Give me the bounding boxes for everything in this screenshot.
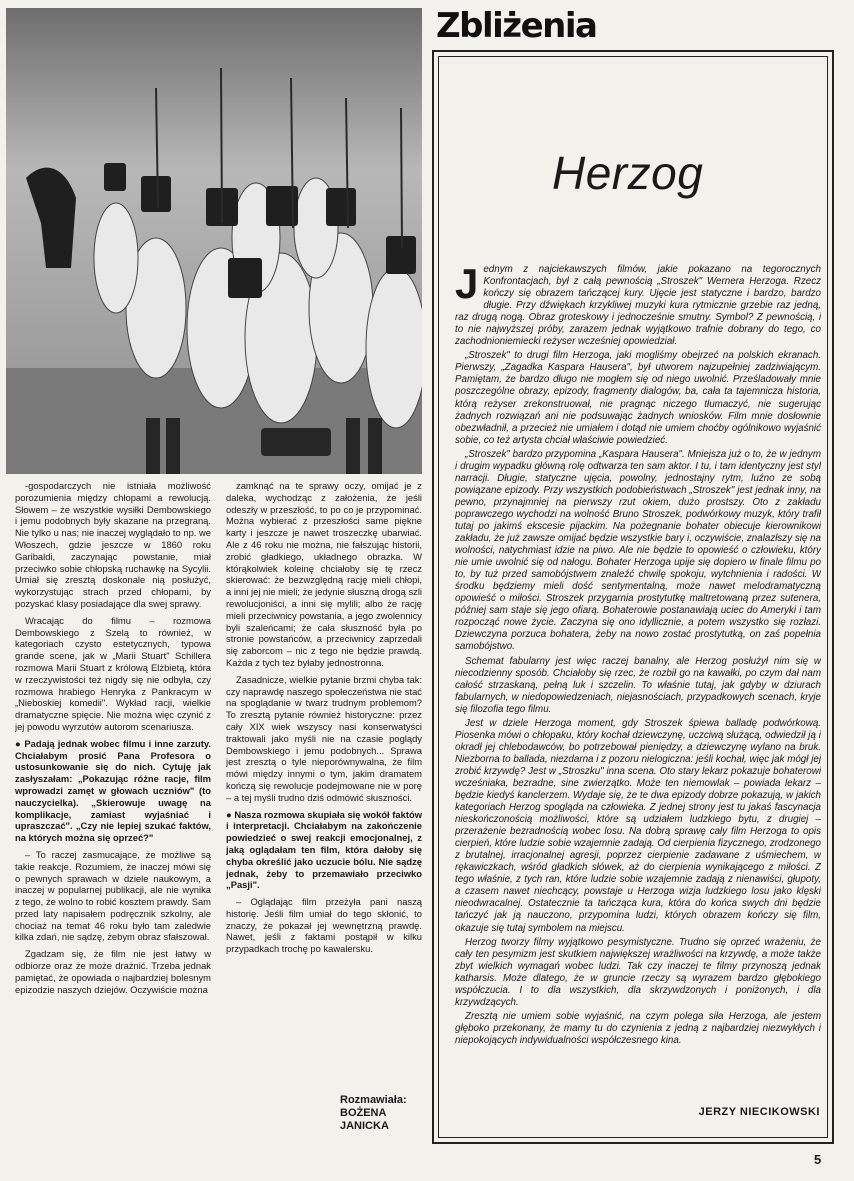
interview-column-2 xyxy=(226,480,422,1170)
interview-paragraph: Wracając do filmu – rozmowa Dembowskiego z Szelą to również, w kategoriach czysto estetycznych, typowa grande scene, jak w „Marii Stuart" Schillera rozmowa Marii Stuart z królową Elżbietą, która w rzeczywistości też nigdy się nie odbyła, czy rozmowa hrabiego Henryka z Pankracym w „Nieboskiej komedii". Wykład racji, wielkie dramatyczne spięcie. Nie można więc czynić z jej powodu wyrzutów autorom scenariusza. xyxy=(15,614,211,732)
page-number: 5 xyxy=(814,1152,822,1167)
interview-question: ● Padają jednak wobec filmu i inne zarzuty. Chciałabym prosić Pana Profesora o ustosunkowanie się do nich. Cytuję jak zasłyszałam: „Pokazując różne racje, film wprowadzi zamęt w głowach uczniów" (to nauczycielka). „Skierowuje uwagę na komplikacje, zamiast wyjaśniać i upraszczać". „Czy nie lepiej szukać faktów, na których można się oprzeć?" xyxy=(15,738,211,844)
article-paragraph: Jest w dziele Herzoga moment, gdy Stroszek śpiewa balladę podwórkową. Piosenka mówi o chłopaku, który kochał dziewczynę, uczciwą służącą, odwiedził ją i okradł jej chlebodawców, bo potrzebował pieniędzy, a dziewczynę wylano na bruk. Niezborna to ballada, niezdarna i z pozoru nielogiczna: jeśli kochał, więc jak mógł jej zrobić krzywdę? Jest w „Stroszku" inna scena. Oto stary lekarz pokazuje bohaterowi wcześniaka, bezradne, sine zwierzątko. Może ten niemowlak – powiada lekarz – będzie kiedyś kanclerzem. Wydaje się, że te dwa epizody dobrze pokazują, w jakich kategoriach Herzog spogląda na człowieka. Z jednej strony jest tu jakaś fascynacja nieskończonością możliwości, które są udziałem ludzkiego bytu, z drugiej – przerażenie bezradnością wobec losu. Na dobrą sprawę cały film Herzoga to opis cierpień, które ludzie sobie wzajemnie zadają. Od cierpienia fizycznego, zrodzonego z brutalnej, irracjonalnej agresji, poprzez cierpienie zadawane z uśmiechem, w rękawiczkach, wśród gładkich słówek, aż do cierpienia wynikającego z miłości. Z tego właśnie, z tych ran, które ludzie sobie wzajemnie zadają z nienawiści, głupoty, a czasem nawet niechcący, powstaje u Herzoga wizja ludzkiego losu jako klęski nieodwracalnej. Ostatecznie ta tańcząca kura, która do końca swych dni będzie tańczyć jak ją nauczono, przypomina ludzi, których obrazem kończy się film, okazuje się tutaj symbolem na miejscu. xyxy=(455,717,821,934)
signature-line: Rozmawiała: xyxy=(340,1094,407,1106)
article-author: JERZY NIECIKOWSKI xyxy=(698,1106,820,1118)
interview-paragraph: Zgadzam się, że film nie jest łatwy w odbiorze oraz że może drażnić. Trzeba jednak pamiętać, że opowiada o najbardziej bolesnym epizodzie naszych dziejów. Oczywiście można xyxy=(15,948,211,995)
article-paragraph: „Stroszek" to drugi film Herzoga, jaki mogliśmy obejrzeć na polskich ekranach. Pierwszy, „Zagadka Kaspara Hausera", był utworem najzupełniej zadziwiającym. Pamiętam, że bardzo długo nie mogłem się od niego uwolnić. Prześladowały mnie poszczególne obrazy, epizody, fragmenty dialogów, ba, cała ta tajemnicza historia, którą reżyser zrekonstruował, nie pragnąc niczego tłumaczyć, nie sugerując żadnych rozwiązań ani nie podsuwając żadnych wniosków. Film mnie dosłownie obezwładnił, a przecież nie umiałem i dotąd nie umiem choćby ogólnikowo wyjaśnić sobie, co też artysta chciał właściwie powiedzieć. xyxy=(455,350,821,446)
interview-paragraph: – To raczej zasmucające, że możliwe są takie reakcje. Rozumiem, że inaczej mówi się o pewnych sprawach w dziele naukowym, a inaczej w popularnej publikacji, ale nie wynika z tego, że wolno to robić kosztem prawdy. Sam przed laty napisałem podręcznik szkolny, ale chociaż na temat 46 roku było tam zaledwie kilka zdań, nie sądzę, żebym obraz sfałszował. xyxy=(15,848,211,943)
marching-soldiers-illustration xyxy=(6,8,422,474)
soldiers-photo xyxy=(6,8,422,474)
signature-line: BOŻENA xyxy=(340,1107,387,1119)
article-paragraph xyxy=(455,264,821,348)
section-brand: Zbliżenia xyxy=(436,6,597,46)
interview-paragraph: zamknąć na te sprawy oczy, omijać je z daleka, wychodząc z założenia, że jeśli odeszły w przeszłość, to po co je przypominać. Można wybierać z przeszłości same piękne karty i jeszcze je nawet troszeczkę ubarwiać. Ale z 46 roku nie można, nie fałszując historii, zrobić gładkiego, układnego obrazka. W którąkolwiek koleinę chciałoby się tę rzecz skierować: że bezwzględną rację mieli chłopi, a inni jej nie mieli; że jedynie słuszną drogą szli rewolucjoniści, a inni się mylili; albo że rację mieli przeciwnicy powstania, a jego zwolennicy byli szaleńcami; że cała słuszność była po stronie powstańców, a przeciwnicy zaprzedali się zaborcom – nic z tego nie będzie prawdą. Każda z tych tez byłaby jednostronna. xyxy=(226,480,422,668)
article-paragraph: Schemat fabularny jest więc raczej banalny, ale Herzog posłużył nim się w niecodzienny sposób. Chciałoby się rzec, że rozbił go na kawałki, po czym dał nam całość strzaskaną, pełną luk i szczelin. To właśnie tutaj, jak gdyby w dziurach fabularnych, w niedopowiedzeniach, niejasnościach, przypadkowych scenach, kryje się filozofia tego filmu. xyxy=(455,655,821,715)
interview-paragraph: Zasadnicze, wielkie pytanie brzmi chyba tak: czy naprawdę naszego społeczeństwa nie stać na spoglądanie w twarz trudnym problemom? To zresztą pytanie również historyczne: przez cały XIX wiek wszyscy nasi konserwatyści traktowali jako myśli nie na czasie poglądy Dembowskiego i jemu podobnych... Sprawa jest zresztą o tyle nieporównywalna, że film mówi między innymi o tym, jakim dramatem kończą się rewolucje podejmowane nie w porę – a tej myśli trudno dziś odmówić słuszności. xyxy=(226,673,422,803)
article-paragraph: Zresztą nie umiem sobie wyjaśnić, na czym polega siła Herzoga, ale jestem głęboko przekonany, że mamy tu do czynienia z jedną z najbardziej niezwykłych i niepokojących indywidualności współczesnego kina. xyxy=(455,1010,821,1046)
article-title: Herzog xyxy=(552,147,704,199)
interviewer-signature xyxy=(340,1094,407,1133)
interview-question: ● Nasza rozmowa skupiała się wokół faktów i interpretacji. Chciałabym na zakończenie powiedzieć o swej reakcji emocjonalnej, z jaką oglądałam ten film, która dałoby się chyba określić jako uczucie bólu. Nie sądzę jednak, żeby to przemawiało przeciwko „Pasji". xyxy=(226,809,422,892)
article-paragraph: „Stroszek" bardzo przypomina „Kaspara Hausera". Mniejsza już o to, że w jednym i drugim wypadku główną rolę odtwarza ten sam aktor. I tu, i tam identyczny jest styl narracji. Długie, statyczne ujęcia, powolny, jednostajny rytm, luźno ze sobą powiązane epizody. Przy wszystkich podobieństwach „Stroszek" jest jednak inny, na pewno, przynajmniej na pierwszy rzut okiem, dużo prostszy. Oto z zakładu poprawczego wychodzi na wolność Bruno Stroszek, podwórkowy muzyk, który trafił tutaj po jakimś ekscesie pijackim. Na pożegnanie bohater obiecuje kierownikowi zakładu, że już zawsze omijać będzie wszystkie bary i, oczywiście, znalazłszy się na wolności, natychmiast idzie na piwo. Ale nie będzie to opowieść o człowieku, który nie umie uwolnić się od nałogu. Bohater Herzoga upije się dopiero w finale filmu po to, by tuż przed samobójstwem znaleźć chwilę spokoju, wytchnienia i radości. W środku będziemy mieli dość sentymentalną, może nawet melodramatyczną opowieść o miłości. Stroszek przygarnia prostytutkę maltretowaną przez sutenera, później sam staje się jego ofiarą. Bohaterowie postanawiają uciec do Ameryki i tam rozpocząć nowe życie. Zaczyna się ono idyllicznie, a potem wszystko się rozłazi. Dziewczyna porzuca bohatera, żeby na nowo zostać prostytutką, on zaś popełnia samobójstwo. xyxy=(455,448,821,653)
article-paragraph: Herzog tworzy filmy wyjątkowo pesymistyczne. Trudno się oprzeć wrażeniu, że cały ten pesymizm jest skutkiem największej wrażliwości na krzywdę, a może także zbyt wielkich wymagań wobec ludzi. Tak czy inaczej te filmy przynoszą jednak katharsis. Może dlatego, że w gruncie rzeczy są wyrazem bardzo głębokiego współczucia. I to dla wszystkich, dla skrzywdzonych i poniżonych, i dla krzywdzących. xyxy=(455,936,821,1008)
article-body xyxy=(455,264,821,1102)
drop-cap: J xyxy=(455,264,479,307)
article-paragraph-text: ednym z najciekawszych filmów, jakie pokazano na tegorocznych Konfrontacjach, był z całą pewnością „Stroszek" Wernera Herzoga. Rzecz kończy się obrazem tańczącej kury. Ujęcie jest statyczne i bardzo, bardzo długie. Przy dźwiękach krzykliwej muzyki kura rytmicznie grzebie raz jedną, raz drugą nogą. Obraz groteskowy i jednocześnie smutny. Symbol? Z pewnością, i to nie najwyższej próby, zarazem jednak wyjątkowo trafnie dobrany do tego, co zachodnioniemiecki reżyser wcześniej opowiedział. xyxy=(455,264,821,348)
interview-paragraph: – Oglądając film przeżyła pani naszą historię. Jeśli film umiał do tego skłonić, to znaczy, że pokazał jej wewnętrzną prawdę. Nawet, jeśli z faktami postąpił w kilku przypadkach trochę po kawalersku. xyxy=(226,896,422,955)
interview-paragraph: -gospodarczych nie istniała możliwość porozumienia między chłopami a rewolucją. Słowem – że wszystkie wysiłki Dembowskiego i jemu podobnych były skazane na przegraną. Nie tylko u nas; nie inaczej wyglądało to np. we Włoszech, gdzie jeszcze w 1860 roku Garibaldi, zaczynając powstanie, miał przeciwko sobie chłopską ruchawkę na Sycylii. Umiał się zresztą doskonale nią posłużyć, wykorzystując strach przed chłopami, by pozyskać klasy posiadające dla swej sprawy. xyxy=(15,480,211,609)
signature-line: JANICKA xyxy=(340,1120,389,1132)
interview-column-1 xyxy=(15,480,211,1170)
